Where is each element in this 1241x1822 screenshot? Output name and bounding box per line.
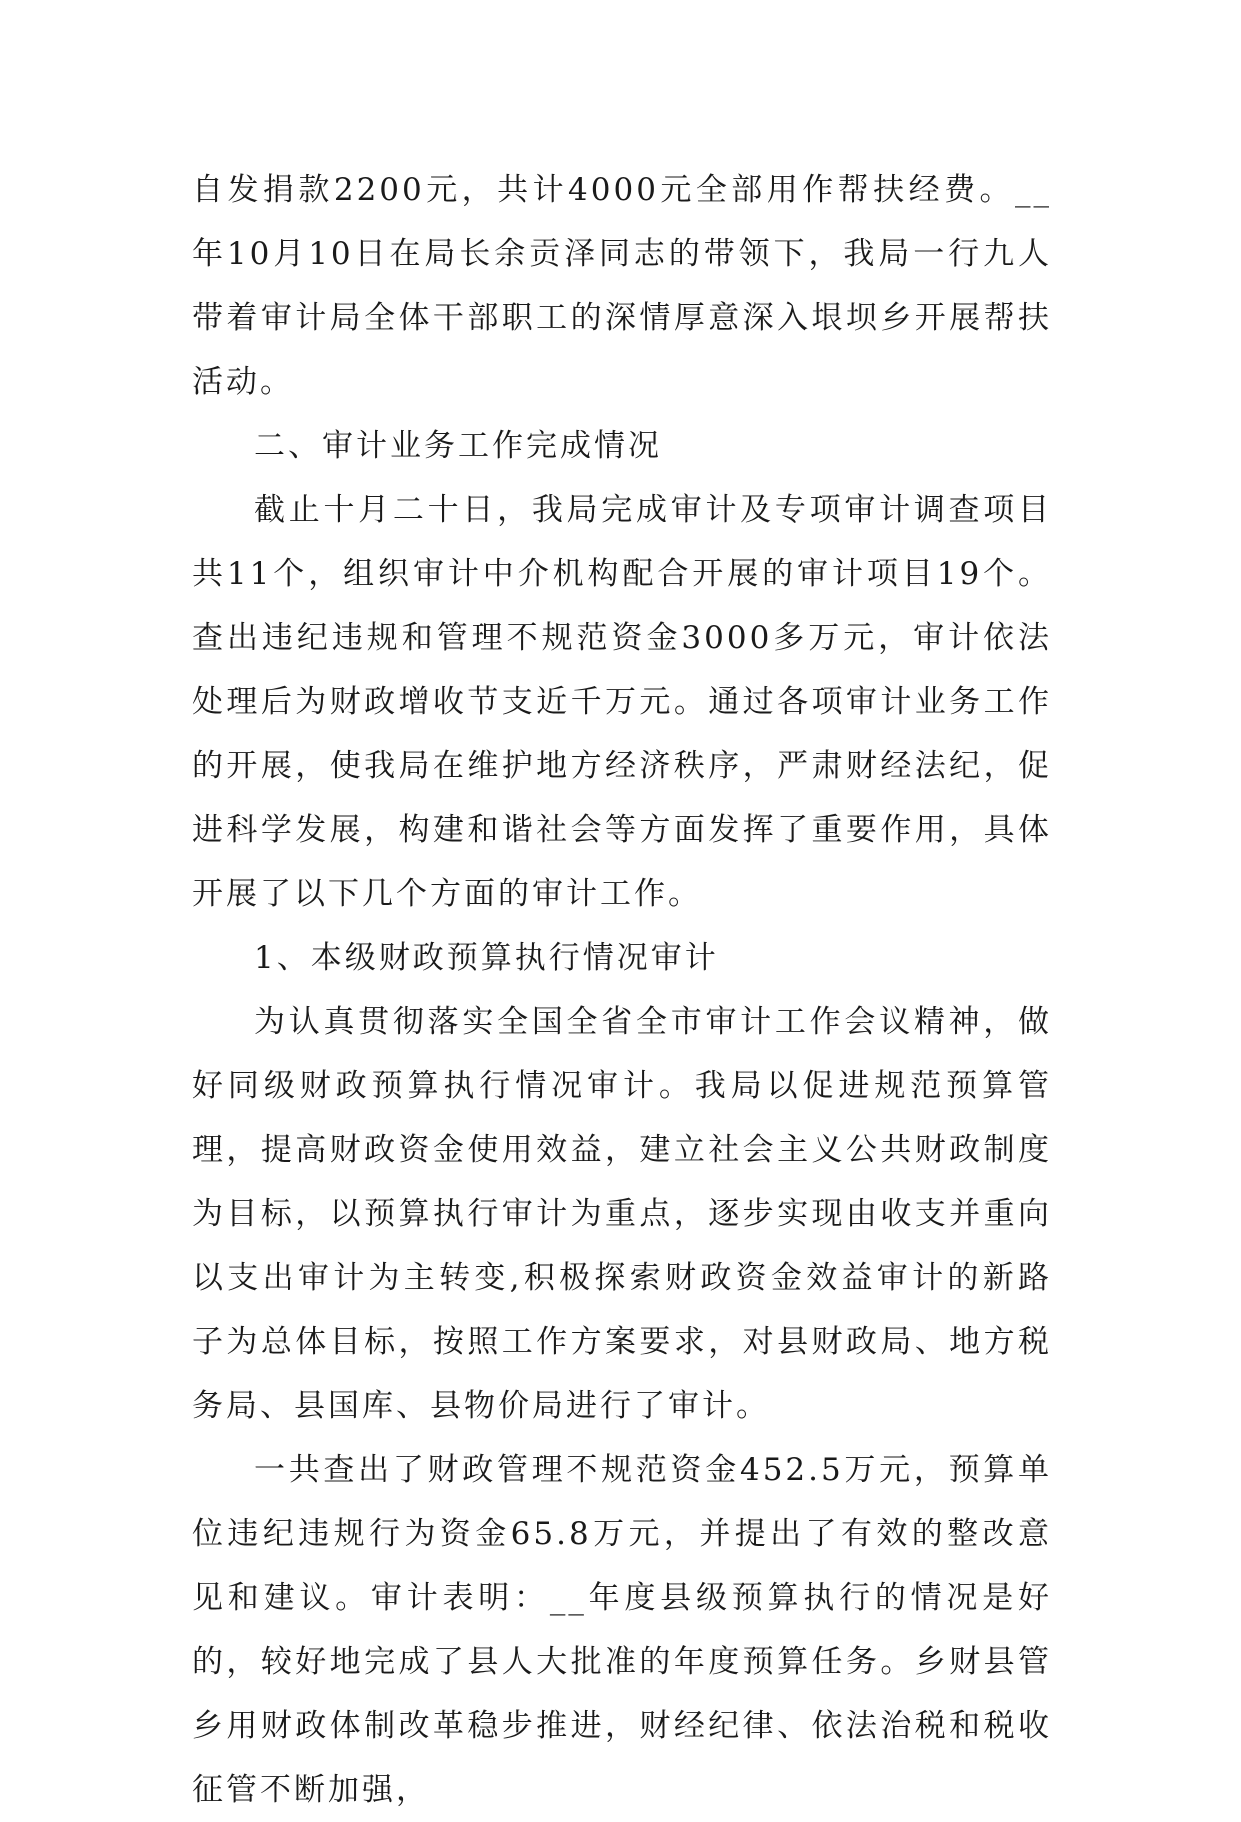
section-heading-audit-work: 二、审计业务工作完成情况 (254, 428, 662, 464)
paragraph-budget-audit: 为认真贯彻落实全国全省全市审计工作会议精神，做好同级财政预算执行情况审计。我局以促进规范预算管理，提高财政资金使用效益，建立社会主义公共财政制度为目标，以预算执行审计为重点，逐步实现由收支并重向以支出审计为主转变,积极探索财政资金效益审计的新路子为总体目标，按照工作方案要求，对县财政局、地方税务局、县国库、县物价局进行了审计。 (192, 1004, 1052, 1424)
paragraph-audit-summary: 截止十月二十日，我局完成审计及专项审计调查项目共11个，组织审计中介机构配合开展的审计项目19个。查出违纪违规和管理不规范资金3000多万元，审计依法处理后为财政增收节支近千万元。通过各项审计业务工作的开展，使我局在维护地方经济秩序，严肃财经法纪，促进科学发展，构建和谐社会等方面发挥了重要作用，具体开展了以下几个方面的审计工作。 (192, 492, 1052, 912)
paragraph-continuation: 自发捐款2200元，共计4000元全部用作帮扶经费。__年10月10日在局长余贡泽同志的带领下，我局一行九人带着审计局全体干部职工的深情厚意深入垠坝乡开展帮扶活动。 (192, 172, 1052, 400)
subsection-heading-budget-audit: 1、本级财政预算执行情况审计 (254, 940, 719, 976)
document-page (192, 158, 1052, 1822)
paragraph-findings: 一共查出了财政管理不规范资金452.5万元，预算单位违纪违规行为资金65.8万元，并提出了有效的整改意见和建议。审计表明：__年度县级预算执行的情况是好的，较好地完成了县人大批准的年度预算任务。乡财县管乡用财政体制改革稳步推进，财经纪律、依法治税和税收征管不断加强， (192, 1452, 1052, 1808)
